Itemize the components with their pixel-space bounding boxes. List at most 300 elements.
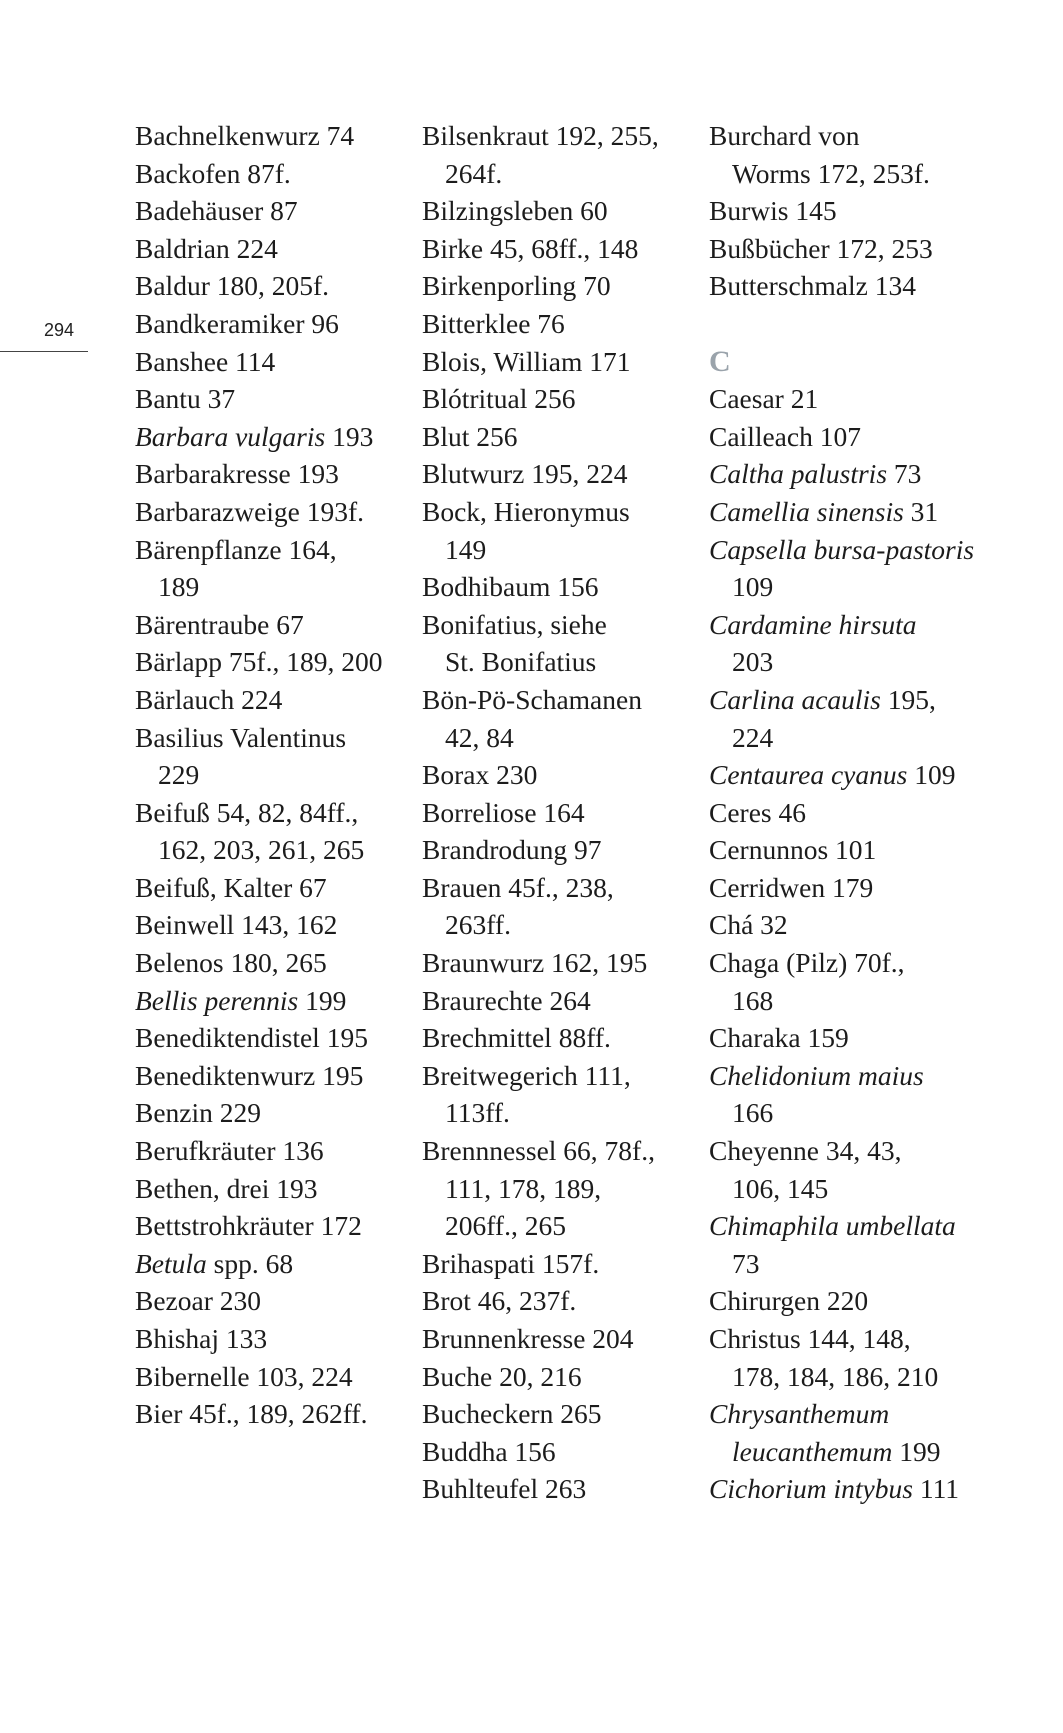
- index-text: 42, 84: [445, 721, 514, 753]
- index-entry: [422, 681, 659, 756]
- index-entry-line: [709, 192, 974, 230]
- index-entry-line: [422, 756, 659, 794]
- index-text: Beifuß 54, 82, 84ff.,: [135, 796, 359, 828]
- index-entry-continuation: [422, 719, 659, 757]
- index-text: Bärenpflanze 164,: [135, 533, 337, 565]
- index-text: Buhlteufel 263: [422, 1473, 587, 1505]
- index-entry-continuation: [709, 155, 974, 193]
- index-entry-continuation: [422, 1094, 659, 1132]
- index-entry-line: [135, 493, 382, 531]
- index-text: 106, 145: [732, 1172, 829, 1204]
- index-text: Cernunnos 101: [709, 834, 877, 866]
- index-column-1: [135, 117, 382, 1433]
- index-entry-line: [422, 1433, 659, 1471]
- index-text: Braurechte 264: [422, 984, 591, 1016]
- index-entry-line: [422, 1470, 659, 1508]
- index-entry: [422, 343, 659, 381]
- index-entry: [422, 305, 659, 343]
- index-text: Barbarakresse 193: [135, 458, 339, 490]
- index-term-italic: Camellia sinensis: [709, 495, 904, 527]
- index-entry: [135, 1057, 382, 1095]
- index-text: Burwis 145: [709, 195, 837, 227]
- index-entry-continuation: [709, 1433, 974, 1471]
- index-entry-line: [135, 1395, 382, 1433]
- index-text: Bilzingsleben 60: [422, 195, 608, 227]
- index-entry: [135, 380, 382, 418]
- index-entry: [709, 756, 974, 794]
- index-text: Backofen 87f.: [135, 157, 291, 189]
- index-entry: [135, 493, 382, 531]
- index-entry: [135, 1282, 382, 1320]
- index-text: Bezoar 230: [135, 1285, 261, 1317]
- index-entry-line: [709, 944, 974, 982]
- index-entry-line: [135, 455, 382, 493]
- index-text: 73: [732, 1247, 760, 1279]
- index-entry: [135, 192, 382, 230]
- index-entry-continuation: [422, 906, 659, 944]
- index-entry-line: [709, 756, 974, 794]
- index-text: Bhishaj 133: [135, 1323, 268, 1354]
- index-text: Birke 45, 68ff., 148: [422, 232, 639, 264]
- index-entry-line: [135, 380, 382, 418]
- index-term-italic: Cardamine hirsuta: [709, 608, 917, 640]
- index-text: St. Bonifatius: [445, 646, 597, 678]
- index-entry-line: [422, 267, 659, 305]
- index-text: Birkenporling 70: [422, 270, 611, 302]
- index-entry-line: [709, 1019, 974, 1057]
- index-entry-continuation: [709, 1245, 974, 1283]
- index-entry-line: [135, 1207, 382, 1245]
- index-entry-line: [135, 1094, 382, 1132]
- index-entry-line: [135, 305, 382, 343]
- index-term-italic: Betula: [135, 1247, 207, 1279]
- index-entry-line: [709, 606, 974, 644]
- index-entry: [135, 869, 382, 907]
- index-entry-line: [709, 794, 974, 832]
- index-entry: [422, 117, 659, 192]
- index-entry: [135, 1170, 382, 1208]
- index-text: Caesar 21: [709, 383, 819, 415]
- index-text: Bethen, drei 193: [135, 1172, 318, 1204]
- index-entry: [135, 1094, 382, 1132]
- page-number: 294: [44, 320, 75, 340]
- index-entry: [135, 418, 382, 456]
- index-text: Brechmittel 88ff.: [422, 1022, 611, 1054]
- index-entry: [709, 455, 974, 493]
- index-text: Beifuß, Kalter 67: [135, 871, 327, 903]
- index-entry-continuation: [709, 1094, 974, 1132]
- index-term-italic: Cichorium intybus: [709, 1473, 913, 1505]
- index-entry-line: [135, 1358, 382, 1396]
- index-text: 224: [732, 721, 774, 753]
- index-entry: [422, 1132, 659, 1245]
- index-text: Benediktenwurz 195: [135, 1059, 364, 1091]
- index-entry-line: [135, 643, 382, 681]
- index-text: Buche 20, 216: [422, 1360, 582, 1392]
- index-text: Chirurgen 220: [709, 1285, 869, 1317]
- index-entry-line: [709, 455, 974, 493]
- index-text: Brauen 45f., 238,: [422, 871, 614, 903]
- index-text: Basilius Valentinus: [135, 721, 347, 753]
- index-text: 203: [732, 646, 774, 678]
- index-text: Bön-Pö-Schamanen: [422, 683, 642, 715]
- index-entry: [709, 1019, 974, 1057]
- index-entry: [135, 1358, 382, 1396]
- index-text: Barbarazweige 193f.: [135, 495, 365, 527]
- index-entry: [709, 831, 974, 869]
- index-text: Baldrian 224: [135, 232, 278, 264]
- index-entry: [709, 192, 974, 230]
- index-text: Blut 256: [422, 420, 518, 452]
- index-entry: [422, 944, 659, 982]
- index-entry-line: [422, 1320, 659, 1358]
- index-text: Brihaspati 157f.: [422, 1247, 600, 1279]
- index-text: Bußbücher 172, 253: [709, 232, 933, 264]
- index-entry-continuation: [422, 155, 659, 193]
- index-entry-line: [422, 1019, 659, 1057]
- index-text: Burchard von: [709, 120, 860, 151]
- index-entry-continuation: [135, 568, 382, 606]
- index-text: Brandrodung 97: [422, 834, 602, 866]
- index-entry-line: [135, 1132, 382, 1170]
- index-term-italic: Caltha palustris: [709, 458, 888, 490]
- index-entry-line: [709, 380, 974, 418]
- index-entry-line: [709, 1282, 974, 1320]
- index-text: Bilsenkraut 192, 255,: [422, 120, 659, 151]
- index-entry-line: [135, 117, 382, 155]
- index-entry-line: [135, 794, 382, 832]
- index-entry: [135, 1395, 382, 1433]
- index-entry: [135, 982, 382, 1020]
- index-entry: [422, 606, 659, 681]
- index-term-italic: Carlina acaulis: [709, 683, 881, 715]
- index-entry-continuation: [709, 643, 974, 681]
- index-entry-continuation: [709, 982, 974, 1020]
- index-entry-line: [709, 418, 974, 456]
- index-text: Bachnelkenwurz 74: [135, 120, 355, 151]
- index-text: 73: [887, 458, 922, 490]
- index-entry: [422, 267, 659, 305]
- index-entry: [422, 230, 659, 268]
- index-entry-line: [135, 1170, 382, 1208]
- index-entry: [709, 869, 974, 907]
- index-text: Bucheckern 265: [422, 1398, 602, 1430]
- index-entry: [422, 192, 659, 230]
- section-gap: [709, 305, 974, 343]
- index-term-italic: leucanthemum: [732, 1435, 893, 1467]
- index-entry: [422, 794, 659, 832]
- index-text: 149: [445, 533, 487, 565]
- index-text: Berufkräuter 136: [135, 1135, 324, 1167]
- index-entry-line: [135, 944, 382, 982]
- index-term-italic: Bellis perennis: [135, 984, 299, 1016]
- index-entry-line: [422, 192, 659, 230]
- index-entry-line: [422, 305, 659, 343]
- index-entry-line: [422, 568, 659, 606]
- index-text: Chaga (Pilz) 70f.,: [709, 947, 905, 979]
- index-entry: [135, 343, 382, 381]
- index-entry-line: [422, 380, 659, 418]
- index-text: Badehäuser 87: [135, 195, 298, 227]
- index-text: 193: [325, 420, 374, 452]
- index-text: Belenos 180, 265: [135, 947, 327, 979]
- index-text: Blótritual 256: [422, 383, 576, 415]
- index-entry: [135, 455, 382, 493]
- index-term-italic: Chelidonium maius: [709, 1059, 924, 1091]
- index-entry: [135, 719, 382, 794]
- index-entry-line: [709, 869, 974, 907]
- index-entry-line: [422, 794, 659, 832]
- index-text: 195,: [880, 683, 936, 715]
- index-entry: [422, 418, 659, 456]
- index-entry: [709, 794, 974, 832]
- index-text: Beinwell 143, 162: [135, 909, 338, 941]
- index-text: 264f.: [445, 157, 503, 189]
- index-entry-line: [422, 606, 659, 644]
- index-term-italic: Capsella bursa-pastoris: [709, 533, 975, 565]
- index-text: Bantu 37: [135, 383, 236, 415]
- index-entry: [135, 643, 382, 681]
- index-entry: [422, 1019, 659, 1057]
- index-text: Benediktendistel 195: [135, 1022, 368, 1054]
- index-entry-line: [422, 230, 659, 268]
- index-entry: [709, 117, 974, 192]
- index-entry-line: [709, 681, 974, 719]
- index-entry-line: [422, 117, 659, 155]
- index-text: Charaka 159: [709, 1022, 849, 1054]
- index-text: 109: [907, 759, 956, 791]
- index-text: 206ff., 265: [445, 1210, 566, 1242]
- index-entry-line: [135, 719, 382, 757]
- index-text: Buddha 156: [422, 1435, 556, 1467]
- index-text: 111, 178, 189,: [445, 1172, 602, 1204]
- index-entry-line: [709, 267, 974, 305]
- index-text: Blois, William 171: [422, 345, 631, 377]
- index-text: Braunwurz 162, 195: [422, 947, 648, 979]
- index-text: Worms 172, 253f.: [732, 157, 930, 189]
- index-entry: [709, 418, 974, 456]
- index-text: 109: [732, 571, 774, 603]
- index-entry-continuation: [422, 643, 659, 681]
- index-entry-line: [422, 1132, 659, 1170]
- index-entry-line: [135, 1282, 382, 1320]
- index-entry-line: [135, 1320, 382, 1358]
- index-entry: [709, 1132, 974, 1207]
- index-entry: [709, 1282, 974, 1320]
- index-entry: [709, 531, 974, 606]
- index-entry: [709, 1207, 974, 1282]
- index-entry-line: [135, 869, 382, 907]
- index-entry: [422, 1057, 659, 1132]
- index-text: 31: [903, 495, 939, 527]
- index-entry-continuation: [422, 1170, 659, 1208]
- index-entry-continuation: [709, 1358, 974, 1396]
- index-entry: [135, 230, 382, 268]
- index-entry-line: [709, 531, 974, 569]
- index-text: Bier 45f., 189, 262ff.: [135, 1398, 368, 1430]
- index-entry-line: [709, 230, 974, 268]
- index-text: Brunnenkresse 204: [422, 1323, 634, 1354]
- index-text: Bodhibaum 156: [422, 571, 599, 603]
- index-entry: [422, 982, 659, 1020]
- index-entry: [135, 1207, 382, 1245]
- section-letter: C: [709, 344, 731, 378]
- index-text: 178, 184, 186, 210: [732, 1360, 939, 1392]
- index-text: Blutwurz 195, 224: [422, 458, 628, 490]
- index-entry: [135, 681, 382, 719]
- index-entry-line: [135, 267, 382, 305]
- index-entry-line: [709, 831, 974, 869]
- index-entry-line: [709, 1132, 974, 1170]
- index-entry-line: [709, 906, 974, 944]
- index-entry: [709, 380, 974, 418]
- index-column-3: [709, 117, 974, 1508]
- index-entry-line: [709, 1057, 974, 1095]
- index-text: Cerridwen 179: [709, 871, 874, 903]
- index-entry-line: [422, 1282, 659, 1320]
- index-term-italic: Chrysanthemum: [709, 1398, 890, 1430]
- index-entry: [709, 1057, 974, 1132]
- index-entry-line: [422, 831, 659, 869]
- index-entry-line: [422, 982, 659, 1020]
- index-entry-line: [135, 531, 382, 569]
- index-entry: [135, 267, 382, 305]
- index-text: Bock, Hieronymus: [422, 495, 630, 527]
- index-entry: [422, 1395, 659, 1433]
- index-text: Bärentraube 67: [135, 608, 304, 640]
- index-text: Banshee 114: [135, 345, 276, 377]
- index-entry-line: [709, 1395, 974, 1433]
- index-entry-line: [135, 606, 382, 644]
- page-number-rule: [0, 351, 88, 352]
- index-entry-line: [422, 1358, 659, 1396]
- index-entry: [422, 1320, 659, 1358]
- index-entry: [709, 606, 974, 681]
- index-entry-line: [135, 1245, 382, 1283]
- index-entry: [709, 944, 974, 1019]
- index-text: 168: [732, 984, 774, 1016]
- index-entry-continuation: [709, 568, 974, 606]
- index-text: Butterschmalz 134: [709, 270, 916, 302]
- index-entry-continuation: [135, 756, 382, 794]
- index-entry: [709, 267, 974, 305]
- index-text: Bonifatius, siehe: [422, 608, 607, 640]
- index-text: Cheyenne 34, 43,: [709, 1135, 902, 1167]
- index-column-2: [422, 117, 659, 1508]
- index-entry-line: [135, 906, 382, 944]
- index-text: 199: [892, 1435, 941, 1467]
- index-entry: [709, 906, 974, 944]
- index-text: Borax 230: [422, 759, 538, 791]
- index-entry-line: [422, 944, 659, 982]
- index-entry-line: [422, 1395, 659, 1433]
- index-text: 199: [298, 984, 347, 1016]
- index-entry-line: [709, 1470, 974, 1508]
- index-entry: [422, 831, 659, 869]
- index-entry: [135, 906, 382, 944]
- index-entry: [422, 1282, 659, 1320]
- index-entry-line: [135, 982, 382, 1020]
- index-entry: [135, 794, 382, 869]
- index-entry-continuation: [422, 1207, 659, 1245]
- index-entry: [709, 1470, 974, 1508]
- index-entry: [422, 1433, 659, 1471]
- index-entry-line: [135, 681, 382, 719]
- index-entry: [422, 1358, 659, 1396]
- index-entry-line: [135, 418, 382, 456]
- index-entry: [422, 455, 659, 493]
- index-entry: [135, 944, 382, 982]
- index-entry-line: [135, 1057, 382, 1095]
- index-entry-line: [422, 493, 659, 531]
- index-entry: [135, 117, 382, 155]
- index-text: 113ff.: [445, 1097, 510, 1129]
- index-text: 166: [732, 1097, 774, 1129]
- index-entry: [422, 380, 659, 418]
- index-entry-line: [135, 192, 382, 230]
- index-entry-line: [135, 230, 382, 268]
- index-text: Benzin 229: [135, 1097, 262, 1129]
- index-entry: [709, 1395, 974, 1470]
- index-entry: [135, 1019, 382, 1057]
- index-text: Bärlapp 75f., 189, 200: [135, 646, 383, 678]
- index-entry: [422, 493, 659, 568]
- index-entry: [135, 606, 382, 644]
- index-entry: [422, 869, 659, 944]
- index-entry-continuation: [422, 531, 659, 569]
- index-entry-line: [135, 343, 382, 381]
- index-text: Cailleach 107: [709, 420, 861, 452]
- index-text: Christus 144, 148,: [709, 1323, 911, 1354]
- index-text: Bärlauch 224: [135, 683, 283, 715]
- index-text: Bandkeramiker 96: [135, 307, 339, 339]
- index-entry: [709, 1320, 974, 1395]
- index-entry-continuation: [709, 1170, 974, 1208]
- index-text: Bibernelle 103, 224: [135, 1360, 353, 1392]
- index-text: spp. 68: [206, 1247, 294, 1279]
- index-text: Borreliose 164: [422, 796, 585, 828]
- index-entry-line: [709, 117, 974, 155]
- index-entry: [135, 305, 382, 343]
- index-entry-line: [422, 343, 659, 381]
- index-text: Bitterklee 76: [422, 307, 565, 339]
- index-entry-continuation: [135, 831, 382, 869]
- index-entry: [135, 1245, 382, 1283]
- index-entry: [422, 1245, 659, 1283]
- index-entry-line: [135, 1019, 382, 1057]
- index-entry: [709, 230, 974, 268]
- index-entry-line: [709, 493, 974, 531]
- index-entry-line: [422, 681, 659, 719]
- index-entry: [422, 568, 659, 606]
- index-text: Brot 46, 237f.: [422, 1285, 577, 1317]
- index-entry: [135, 531, 382, 606]
- index-entry-line: [135, 155, 382, 193]
- index-entry: [709, 493, 974, 531]
- index-entry: [135, 1132, 382, 1170]
- index-term-italic: Centaurea cyanus: [709, 759, 908, 791]
- index-entry-line: [422, 1245, 659, 1283]
- index-text: Bettstrohkräuter 172: [135, 1210, 362, 1242]
- index-entry: [135, 155, 382, 193]
- index-entry: [709, 681, 974, 756]
- index-text: Baldur 180, 205f.: [135, 270, 330, 302]
- index-entry-continuation: [709, 719, 974, 757]
- index-entry-line: [709, 1207, 974, 1245]
- index-text: 229: [158, 759, 200, 791]
- index-term-italic: Chimaphila umbellata: [709, 1210, 956, 1242]
- index-entry: [422, 1470, 659, 1508]
